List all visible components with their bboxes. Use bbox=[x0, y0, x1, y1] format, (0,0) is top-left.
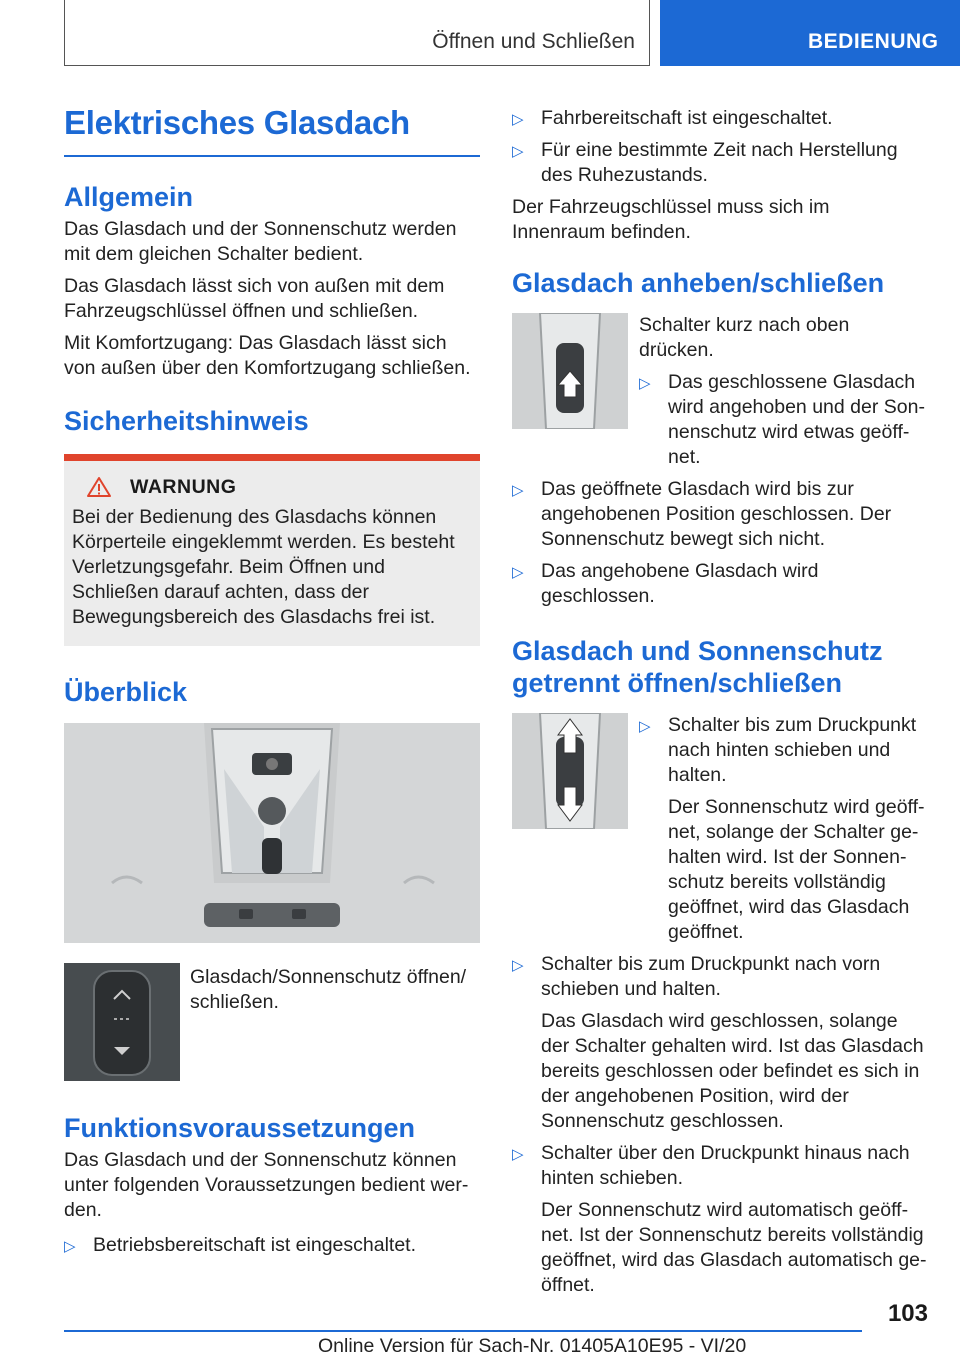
list-item bbox=[512, 138, 928, 188]
heading-overview: Überblick bbox=[64, 676, 188, 707]
chapter-tab[interactable] bbox=[660, 0, 960, 66]
switch-figure-row bbox=[64, 963, 480, 1081]
bullet-triangle-icon: ▷ bbox=[64, 1237, 76, 1255]
left-column bbox=[64, 96, 480, 1258]
paragraph: Das Glasdach und der Sonnenschutz können unter folgenden Voraussetzungen bedient werden. bbox=[64, 1148, 469, 1221]
list-item bbox=[512, 559, 928, 609]
title-rule bbox=[64, 155, 480, 157]
bullet-triangle-icon: ▷ bbox=[512, 957, 524, 974]
right-column bbox=[512, 96, 928, 1298]
list-item bbox=[639, 370, 928, 470]
roof-switch-illustration bbox=[64, 963, 180, 1081]
online-version-note: Online Version für Sach-Nr. 01405A10E95 - VI/20 bbox=[318, 1335, 747, 1357]
switch-up-illustration bbox=[512, 313, 628, 429]
list-item-text: Das geschlossene Glasdach wird angehoben und der Sonnenschutz wird etwas geöffnet. bbox=[668, 371, 925, 468]
list-item bbox=[64, 1233, 480, 1258]
page-number: 103 bbox=[887, 1300, 928, 1327]
paragraph: Mit Komfortzugang: Das Glasdach lässt sich von außen über den Komfortzugang schließen. bbox=[64, 331, 471, 379]
list-item-text: Das angehobene Glasdach wird geschlossen. bbox=[541, 560, 819, 607]
heading-line: Glasdach und Sonnenschutz bbox=[512, 636, 883, 666]
heading-safety: Sicherheitshinweis bbox=[64, 405, 309, 436]
bullet-triangle-icon: ▷ bbox=[512, 143, 524, 160]
list-item-detail: Der Sonnenschutz wird automatisch geöffnet. Ist der Sonnenschutz bereits vollständig geöffnet, wird das Glasdach automatisch geöffnet. bbox=[541, 1199, 927, 1296]
warning-label: WARNUNG bbox=[130, 475, 237, 498]
warning-header bbox=[72, 476, 472, 499]
overview-image bbox=[64, 723, 480, 943]
paragraph: Schalter kurz nach oben drücken. bbox=[639, 314, 850, 361]
list-item-text: Schalter bis zum Druckpunkt nach vorn schieben und halten. bbox=[541, 953, 881, 1000]
list-item bbox=[512, 106, 928, 131]
warning-box bbox=[64, 454, 480, 646]
heading-line: getrennt öffnen/schließen bbox=[512, 668, 843, 698]
heading-requirements: Funktionsvoraussetzungen bbox=[64, 1112, 416, 1143]
list-item-text: Schalter bis zum Druckpunkt nach hinten schieben und halten. bbox=[668, 714, 917, 786]
list-item-text: Betriebsbereitschaft ist eingeschaltet. bbox=[93, 1233, 417, 1256]
paragraph: Das Glasdach lässt sich von außen mit dem Fahrzeugschlüssel öffnen und schließen. bbox=[64, 274, 445, 322]
slide-switch-image bbox=[512, 713, 628, 829]
bullet-triangle-icon: ▷ bbox=[512, 1146, 524, 1163]
warning-text: Bei der Bedienung des Glasdachs können Körperteile eingeklemmt werden. Es besteht Verletzungsgefahr. Beim Öffnen und Schließen darauf achten, dass der Bewegungsbereich des Glasdachs frei ist. bbox=[72, 505, 455, 628]
heading-separate bbox=[512, 635, 928, 699]
list-item bbox=[512, 1141, 928, 1298]
list-item-text: Das geöffnete Glasdach wird bis zur angehobenen Position geschlossen. Der Sonnenschutz bewegt sich nicht. bbox=[541, 478, 892, 550]
roof-console-illustration bbox=[64, 723, 480, 943]
list-item bbox=[512, 952, 928, 1134]
header-section-box bbox=[64, 0, 650, 66]
heading-allgemein: Allgemein bbox=[64, 181, 194, 212]
paragraph: Das Glasdach und der Sonnenschutz werden mit dem gleichen Schalter bedient. bbox=[64, 217, 457, 265]
raise-text bbox=[639, 313, 928, 470]
list-item bbox=[512, 477, 928, 552]
list-item-text: Schalter über den Druckpunkt hinaus nach hinten schieben. bbox=[541, 1142, 910, 1189]
section-title: Öffnen und Schließen bbox=[432, 30, 635, 53]
list-item bbox=[639, 713, 928, 945]
bullet-triangle-icon: ▷ bbox=[639, 375, 651, 392]
list-item-text: Für eine bestimmte Zeit nach Herstellung des Ruhezustands. bbox=[541, 139, 898, 186]
warning-triangle-icon bbox=[86, 476, 112, 498]
paragraph: Der Fahrzeugschlüssel muss sich im Innenraum befinden. bbox=[512, 196, 830, 243]
switch-caption: Glasdach/Sonnenschutz öffnen/ schließen. bbox=[190, 965, 467, 1013]
switch-image bbox=[64, 963, 180, 1081]
bullet-triangle-icon: ▷ bbox=[512, 482, 524, 499]
raise-figure-row bbox=[512, 313, 928, 470]
separate-figure-row bbox=[512, 713, 928, 945]
bullet-triangle-icon: ▷ bbox=[639, 718, 651, 735]
heading-raise: Glasdach anheben/schließen bbox=[512, 268, 885, 298]
footer-rule bbox=[64, 1330, 862, 1332]
page-title: Elektrisches Glasdach bbox=[64, 104, 410, 141]
chapter-tab-label: BEDIENUNG bbox=[808, 30, 939, 53]
list-item-detail: Der Sonnenschutz wird geöffnet, solange der Schalter gehalten wird. Ist der Sonnenschutz bereits vollständig geöffnet, wird das Glasdach geöffnet. bbox=[668, 796, 925, 943]
switch-slide-illustration bbox=[512, 713, 628, 829]
separate-text bbox=[639, 713, 928, 945]
list-item-detail: Das Glasdach wird geschlossen, solange der Schalter gehalten wird. Ist das Glasdach bereits geschlossen oder befindet es sich in der angehobenen Position, wird der Sonnenschutz geschlossen. bbox=[541, 1010, 924, 1132]
bullet-triangle-icon: ▷ bbox=[512, 111, 524, 128]
list-item-text: Fahrbereitschaft ist eingeschaltet. bbox=[541, 107, 833, 129]
raise-switch-image bbox=[512, 313, 628, 429]
bullet-triangle-icon: ▷ bbox=[512, 564, 524, 581]
